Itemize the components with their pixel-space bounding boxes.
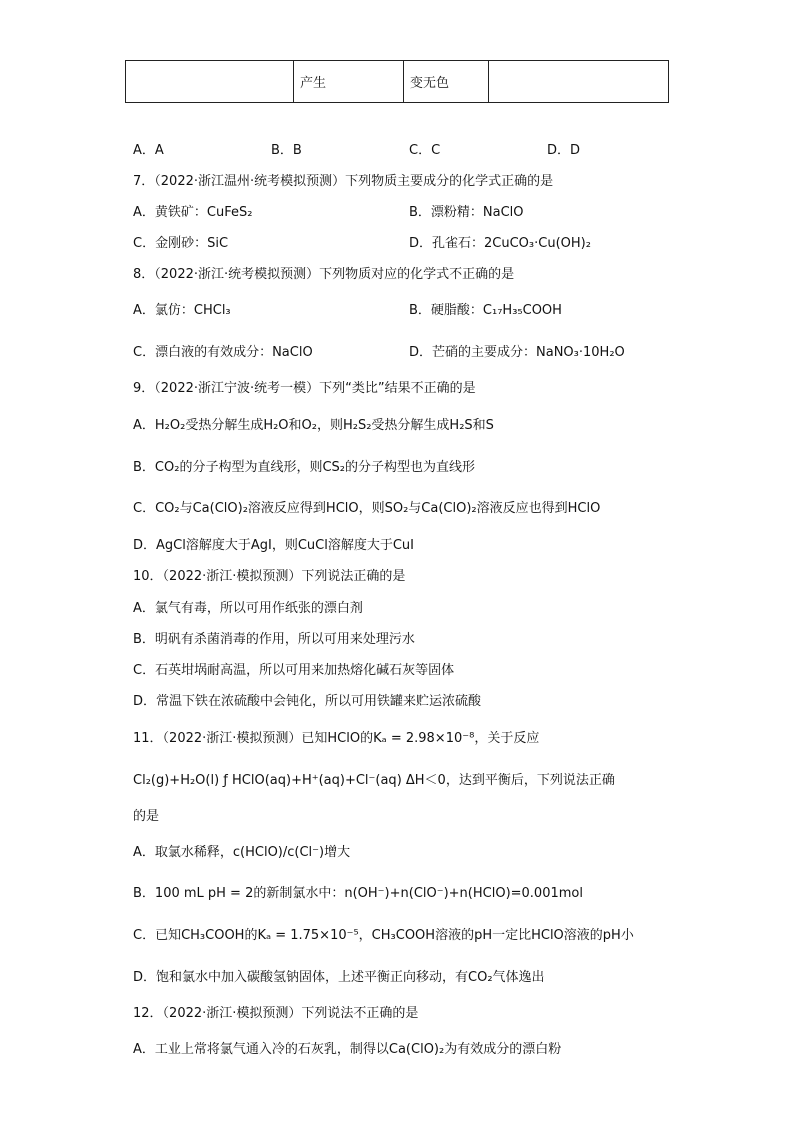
table-cell bbox=[489, 61, 669, 103]
q11-option-c: C．已知CH₃COOH的Kₐ = 1.75×10⁻⁵，CH₃COOH溶液的pH一定比HClO溶液的pH小 bbox=[133, 928, 634, 943]
q9-option-a: A．H₂O₂受热分解生成H₂O和O₂，则H₂S₂受热分解生成H₂S和S bbox=[133, 418, 494, 433]
table-cell: 变无色 bbox=[404, 61, 489, 103]
q9-stem: 9．（2022·浙江宁波·统考一模）下列“类比”结果不正确的是 bbox=[133, 381, 476, 396]
q10-option-b: B．明矾有杀菌消毒的作用，所以可用来处理污水 bbox=[133, 632, 415, 647]
q9-option-c: C．CO₂与Ca(ClO)₂溶液反应得到HClO，则SO₂与Ca(ClO)₂溶液反应也得到HClO bbox=[133, 501, 601, 516]
q8-option-c: C．漂白液的有效成分：NaClO bbox=[133, 345, 313, 360]
q10-option-d: D．常温下铁在浓硫酸中会钝化，所以可用铁罐来贮运浓硫酸 bbox=[133, 694, 482, 709]
q6-option-b: B．B bbox=[271, 143, 302, 158]
table-cell bbox=[126, 61, 294, 103]
q12-option-a: A．工业上常将氯气通入冷的石灰乳，制得以Ca(ClO)₂为有效成分的漂白粉 bbox=[133, 1042, 562, 1057]
table-row bbox=[126, 61, 669, 103]
q11-stem-line2: Cl₂(g)+H₂O(l) ƒ HClO(aq)+H⁺(aq)+Cl⁻(aq) ΔH＜0，达到平衡后，下列说法正确 bbox=[133, 773, 615, 788]
q11-option-d: D．饱和氯水中加入碳酸氢钠固体，上述平衡正向移动，有CO₂气体逸出 bbox=[133, 970, 545, 985]
q7-option-a: A．黄铁矿：CuFeS₂ bbox=[133, 205, 253, 220]
q11-option-b: B．100 mL pH = 2的新制氯水中：n(OH⁻)+n(ClO⁻)+n(HClO)=0.001mol bbox=[133, 886, 583, 901]
q6-option-a: A．A bbox=[133, 143, 164, 158]
q10-stem: 10．（2022·浙江·模拟预测）下列说法正确的是 bbox=[133, 569, 406, 584]
q9-option-d: D．AgCl溶解度大于AgI，则CuCl溶解度大于CuI bbox=[133, 538, 414, 553]
q7-option-c: C．金刚砂：SiC bbox=[133, 236, 229, 251]
q8-stem: 8．（2022·浙江·统考模拟预测）下列物质对应的化学式不正确的是 bbox=[133, 267, 515, 282]
q11-stem-line1: 11．（2022·浙江·模拟预测）已知HClO的Kₐ = 2.98×10⁻⁸，关于反应 bbox=[133, 731, 540, 746]
q6-option-c: C．C bbox=[409, 143, 441, 158]
q7-option-d: D．孔雀石：2CuCO₃·Cu(OH)₂ bbox=[409, 236, 591, 251]
q11-stem-line3: 的是 bbox=[133, 809, 160, 824]
q8-option-a: A．氯仿：CHCl₃ bbox=[133, 303, 231, 318]
q11-option-a: A．取氯水稀释，c(HClO)/c(Cl⁻)增大 bbox=[133, 845, 351, 860]
q10-option-c: C．石英坩埚耐高温，所以可用来加热熔化碱石灰等固体 bbox=[133, 663, 455, 678]
q8-option-d: D．芒硝的主要成分：NaNO₃·10H₂O bbox=[409, 345, 625, 360]
q7-stem: 7．（2022·浙江温州·统考模拟预测）下列物质主要成分的化学式正确的是 bbox=[133, 174, 554, 189]
q12-stem: 12．（2022·浙江·模拟预测）下列说法不正确的是 bbox=[133, 1006, 419, 1021]
q10-option-a: A．氯气有毒，所以可用作纸张的漂白剂 bbox=[133, 601, 363, 616]
q6-option-d: D．D bbox=[547, 143, 581, 158]
q8-option-b: B．硬脂酸：C₁₇H₃₅COOH bbox=[409, 303, 562, 318]
answer-table-fragment bbox=[125, 60, 669, 103]
q9-option-b: B．CO₂的分子构型为直线形，则CS₂的分子构型也为直线形 bbox=[133, 460, 475, 475]
q7-option-b: B．漂粉精：NaClO bbox=[409, 205, 524, 220]
table-cell: 产生 bbox=[294, 61, 404, 103]
